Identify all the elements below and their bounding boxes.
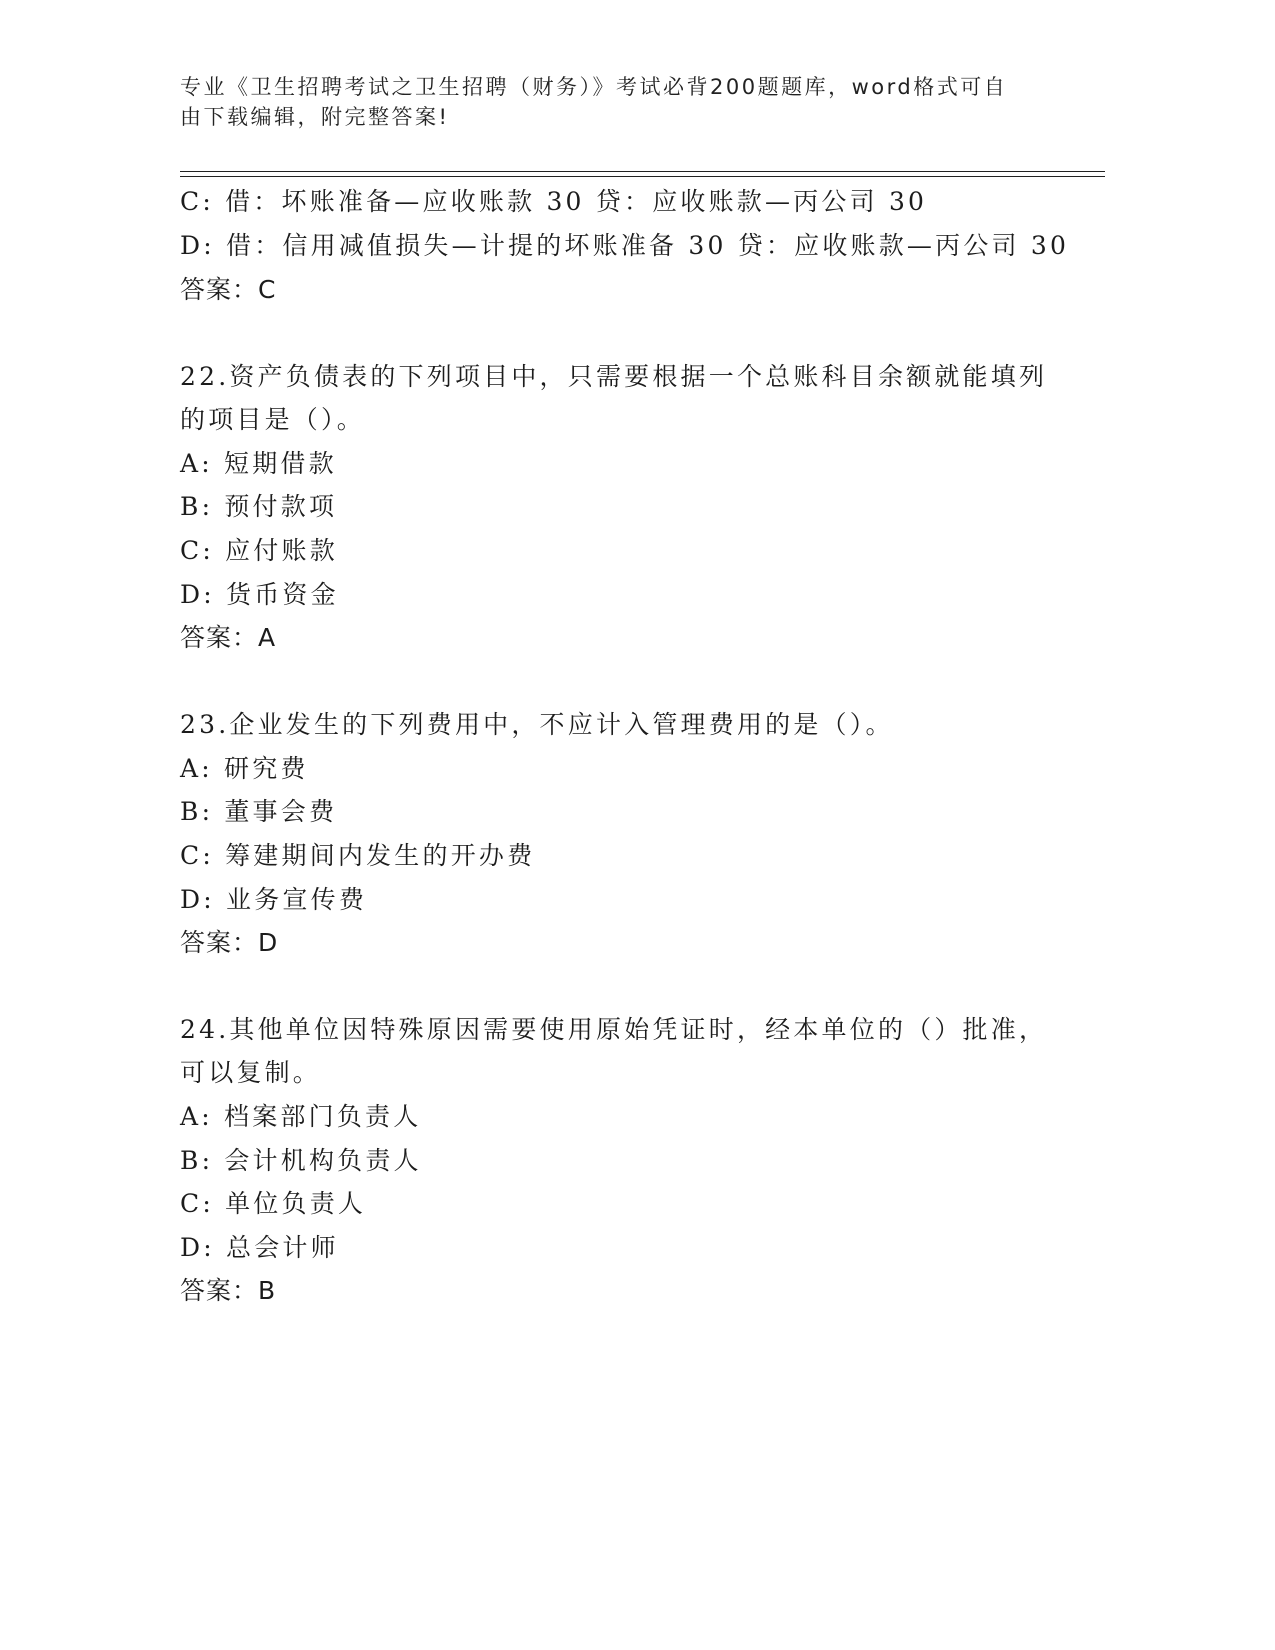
question-22-answer: 答案：A xyxy=(180,623,277,652)
prev-question-answer: 答案：C xyxy=(180,275,277,304)
document-header xyxy=(180,72,1040,132)
header-title-line-2: 由下载编辑，附完整答案! xyxy=(180,105,450,129)
question-23-option-b: B: 董事会费 xyxy=(180,797,338,826)
question-22-option-d: D: 货币资金 xyxy=(180,580,339,609)
question-23-option-a: A: 研究费 xyxy=(180,754,309,783)
question-24-option-c: C: 单位负责人 xyxy=(180,1189,367,1218)
question-24-answer: 答案：B xyxy=(180,1276,277,1305)
question-23-option-c: C: 筹建期间内发生的开办费 xyxy=(180,841,536,870)
question-22-stem-line-1: 22.资产负债表的下列项目中，只需要根据一个总账科目余额就能填列 xyxy=(180,362,1048,391)
question-24-option-b: B: 会计机构负责人 xyxy=(180,1146,422,1175)
question-24-stem-line-2: 可以复制。 xyxy=(180,1058,322,1087)
question-24-stem-line-1: 24.其他单位因特殊原因需要使用原始凭证时，经本单位的（）批准， xyxy=(180,1015,1048,1044)
header-title-line-1: 专业《卫生招聘考试之卫生招聘（财务）》考试必背200题题库，word格式可自 xyxy=(180,75,1008,99)
question-24-option-d: D: 总会计师 xyxy=(180,1233,339,1262)
question-23-answer: 答案：D xyxy=(180,928,279,957)
question-23-option-d: D: 业务宣传费 xyxy=(180,885,368,914)
question-24-option-a: A: 档案部门负责人 xyxy=(180,1102,422,1131)
prev-question-option-d: D: 借：信用减值损失—计提的坏账准备 30 贷：应收账款—丙公司 30 xyxy=(180,231,1070,260)
question-23-stem-line-1: 23.企业发生的下列费用中，不应计入管理费用的是（）。 xyxy=(180,710,894,739)
header-divider-top xyxy=(180,171,1105,172)
header-divider-bottom xyxy=(180,176,1105,177)
question-22-option-c: C: 应付账款 xyxy=(180,536,338,565)
question-22-option-a: A: 短期借款 xyxy=(180,449,337,478)
question-22-stem-line-2: 的项目是（）。 xyxy=(180,405,365,434)
prev-question-option-c: C: 借：坏账准备—应收账款 30 贷：应收账款—丙公司 30 xyxy=(180,187,928,216)
question-22-option-b: B: 预付款项 xyxy=(180,492,338,521)
